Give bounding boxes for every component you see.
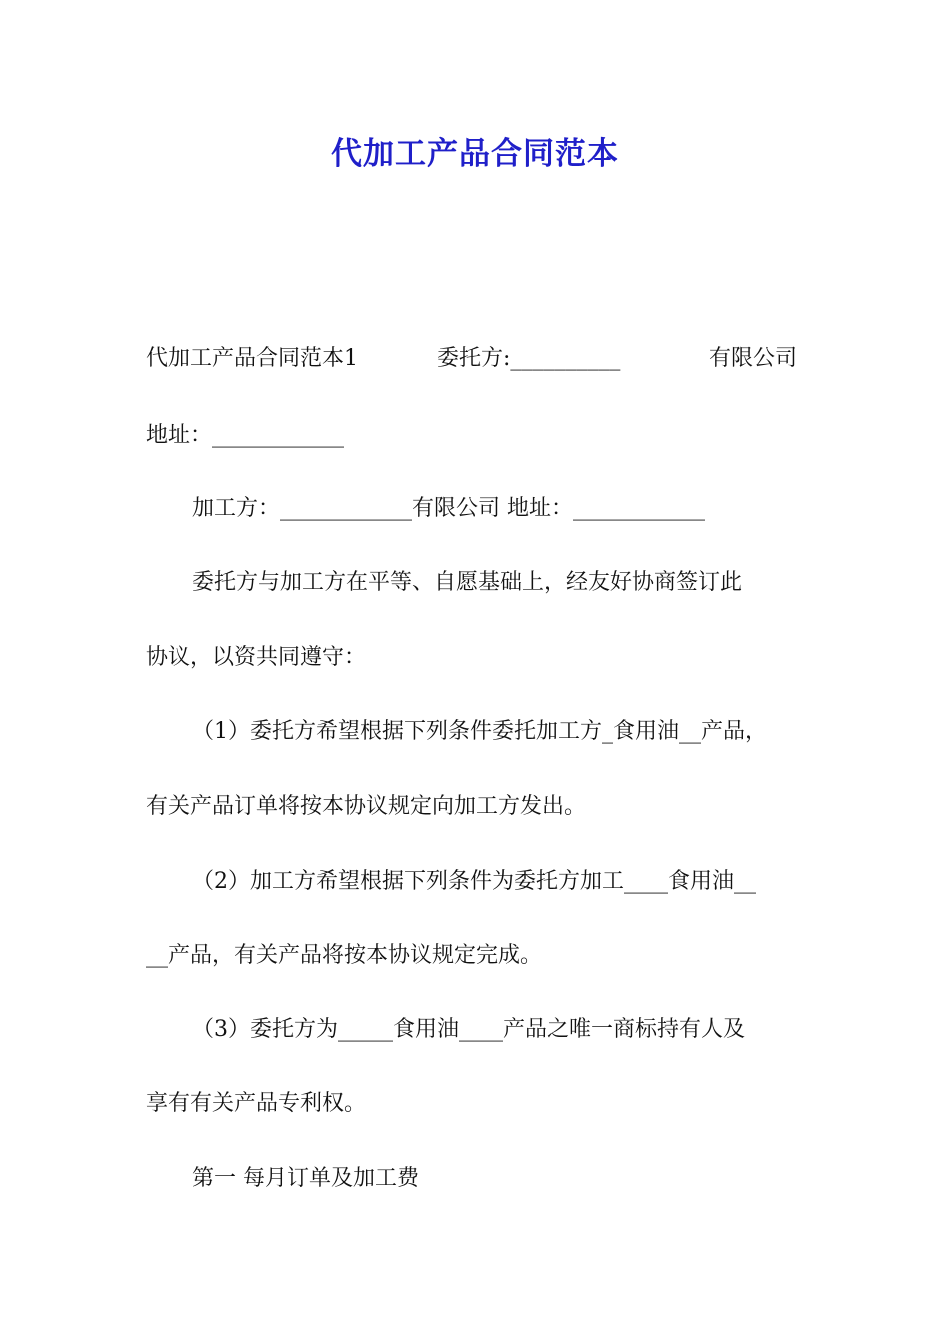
header-line bbox=[146, 344, 826, 374]
clause-3-line: 享有有关产品专利权。 bbox=[146, 1091, 367, 1116]
clause-2-line: （2）加工方希望根据下列条件为委托方加工____食用油__ bbox=[192, 869, 756, 894]
section-heading: 第一 每月订单及加工费 bbox=[192, 1166, 419, 1191]
clause-3-line: （3）委托方为_____食用油____产品之唯一商标持有人及 bbox=[192, 1017, 745, 1042]
clause-1-line: 有关产品订单将按本协议规定向加工方发出。 bbox=[146, 794, 587, 819]
paragraph-line: 协议，以资共同遵守： bbox=[146, 645, 367, 670]
client-address-line: 地址：____________ bbox=[146, 423, 345, 448]
processor-line: 加工方：____________有限公司 地址：____________ bbox=[192, 496, 705, 521]
document-title: 代加工产品合同范本 bbox=[331, 136, 619, 172]
doc-name: 代加工产品合同范本1 bbox=[146, 346, 358, 371]
client-field: 委托方:__________ bbox=[437, 346, 621, 371]
clause-1-line: （1）委托方希望根据下列条件委托加工方_食用油__产品， bbox=[192, 719, 767, 744]
paragraph-line: 委托方与加工方在平等、自愿基础上，经友好协商签订此 bbox=[192, 570, 743, 595]
company-suffix: 有限公司 bbox=[709, 346, 798, 371]
clause-2-line: __产品，有关产品将按本协议规定完成。 bbox=[146, 943, 543, 968]
